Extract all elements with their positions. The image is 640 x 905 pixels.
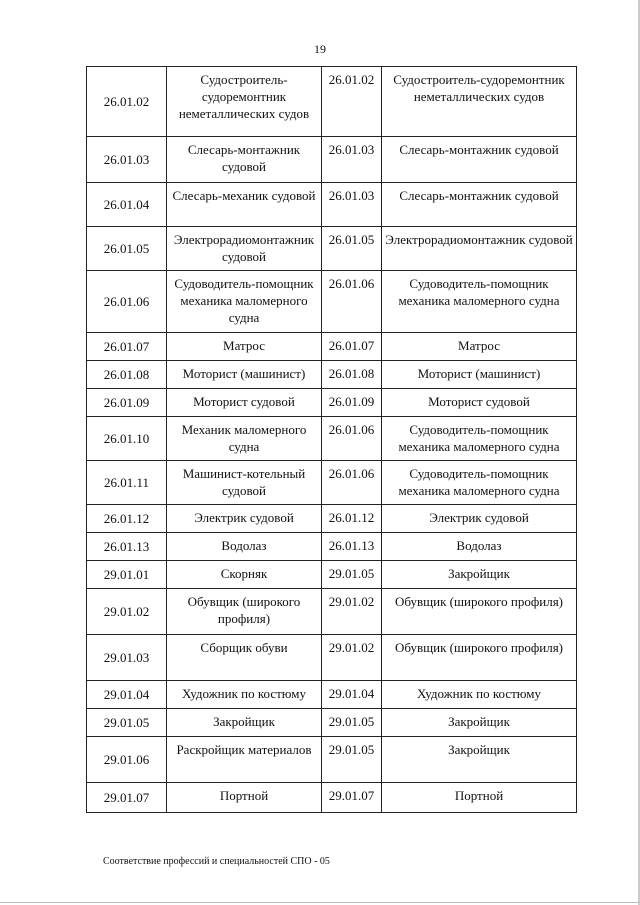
old-name-cell: Сборщик обуви (167, 635, 322, 681)
table-body (87, 67, 577, 813)
new-name-cell: Закройщик (382, 709, 577, 737)
old-name-cell: Слесарь-механик судовой (167, 183, 322, 227)
new-name-cell: Портной (382, 783, 577, 813)
table-row (87, 635, 577, 681)
old-name-cell: Раскройщик материалов (167, 737, 322, 783)
old-code-cell: 26.01.05 (87, 227, 167, 271)
table-row (87, 737, 577, 783)
new-code-cell: 26.01.09 (322, 389, 382, 417)
table-row (87, 709, 577, 737)
new-code-cell: 29.01.02 (322, 589, 382, 635)
new-name-cell: Закройщик (382, 737, 577, 783)
new-name-cell: Судоводитель-помощник механика маломерного судна (382, 461, 577, 505)
old-code-cell: 29.01.07 (87, 783, 167, 813)
new-name-cell: Судостроитель-судоремонтник неметаллических судов (382, 67, 577, 137)
page-number: 19 (314, 42, 326, 56)
old-code-cell: 29.01.06 (87, 737, 167, 783)
old-name-cell: Судостроитель-судоремонтник неметаллических судов (167, 67, 322, 137)
table-row (87, 361, 577, 389)
new-code-cell: 26.01.06 (322, 417, 382, 461)
new-code-cell: 26.01.02 (322, 67, 382, 137)
new-name-cell: Водолаз (382, 533, 577, 561)
old-code-cell: 29.01.01 (87, 561, 167, 589)
old-code-cell: 29.01.03 (87, 635, 167, 681)
new-code-cell: 26.01.06 (322, 461, 382, 505)
old-code-cell: 26.01.02 (87, 67, 167, 137)
table-row (87, 461, 577, 505)
old-code-cell: 26.01.06 (87, 271, 167, 333)
old-name-cell: Закройщик (167, 709, 322, 737)
new-name-cell: Обувщик (широкого профиля) (382, 589, 577, 635)
old-code-cell: 26.01.11 (87, 461, 167, 505)
old-name-cell: Электрик судовой (167, 505, 322, 533)
old-code-cell: 26.01.03 (87, 137, 167, 183)
table-row (87, 227, 577, 271)
old-name-cell: Судоводитель-помощник механика маломерного судна (167, 271, 322, 333)
new-code-cell: 29.01.04 (322, 681, 382, 709)
table-row (87, 417, 577, 461)
old-code-cell: 29.01.05 (87, 709, 167, 737)
new-name-cell: Художник по костюму (382, 681, 577, 709)
page-footer: Соответствие профессий и специальностей СПО - 05 (103, 856, 330, 867)
old-name-cell: Портной (167, 783, 322, 813)
new-name-cell: Электрик судовой (382, 505, 577, 533)
old-name-cell: Матрос (167, 333, 322, 361)
new-code-cell: 26.01.03 (322, 183, 382, 227)
profession-mapping-table (86, 66, 577, 813)
old-name-cell: Моторист судовой (167, 389, 322, 417)
table-row (87, 333, 577, 361)
new-name-cell: Обувщик (широкого профиля) (382, 635, 577, 681)
old-name-cell: Машинист-котельный судовой (167, 461, 322, 505)
new-code-cell: 29.01.05 (322, 709, 382, 737)
new-name-cell: Судоводитель-помощник механика маломерного судна (382, 271, 577, 333)
table-row (87, 681, 577, 709)
new-name-cell: Закройщик (382, 561, 577, 589)
new-code-cell: 26.01.13 (322, 533, 382, 561)
old-name-cell: Скорняк (167, 561, 322, 589)
new-code-cell: 26.01.12 (322, 505, 382, 533)
old-name-cell: Водолаз (167, 533, 322, 561)
table-row (87, 561, 577, 589)
new-code-cell: 29.01.05 (322, 737, 382, 783)
old-code-cell: 29.01.02 (87, 589, 167, 635)
new-code-cell: 26.01.07 (322, 333, 382, 361)
table-row (87, 389, 577, 417)
new-name-cell: Матрос (382, 333, 577, 361)
new-code-cell: 26.01.06 (322, 271, 382, 333)
new-name-cell: Электрорадиомонтажник судовой (382, 227, 577, 271)
old-code-cell: 26.01.10 (87, 417, 167, 461)
new-name-cell: Моторист судовой (382, 389, 577, 417)
new-code-cell: 26.01.05 (322, 227, 382, 271)
new-code-cell: 29.01.02 (322, 635, 382, 681)
new-name-cell: Судоводитель-помощник механика маломерного судна (382, 417, 577, 461)
scan-edge-bottom (0, 902, 640, 903)
new-code-cell: 26.01.03 (322, 137, 382, 183)
old-code-cell: 26.01.09 (87, 389, 167, 417)
table-row (87, 533, 577, 561)
old-name-cell: Слесарь-монтажник судовой (167, 137, 322, 183)
new-code-cell: 29.01.05 (322, 561, 382, 589)
old-name-cell: Моторист (машинист) (167, 361, 322, 389)
old-name-cell: Электрорадиомонтажник судовой (167, 227, 322, 271)
table-row (87, 183, 577, 227)
old-name-cell: Художник по костюму (167, 681, 322, 709)
old-code-cell: 26.01.13 (87, 533, 167, 561)
old-name-cell: Обувщик (широкого профиля) (167, 589, 322, 635)
table-row (87, 505, 577, 533)
table-row (87, 137, 577, 183)
new-code-cell: 26.01.08 (322, 361, 382, 389)
old-code-cell: 26.01.04 (87, 183, 167, 227)
new-code-cell: 29.01.07 (322, 783, 382, 813)
table-row (87, 271, 577, 333)
old-name-cell: Механик маломерного судна (167, 417, 322, 461)
table-row (87, 589, 577, 635)
old-code-cell: 29.01.04 (87, 681, 167, 709)
old-code-cell: 26.01.08 (87, 361, 167, 389)
new-name-cell: Слесарь-монтажник судовой (382, 137, 577, 183)
new-name-cell: Слесарь-монтажник судовой (382, 183, 577, 227)
new-name-cell: Моторист (машинист) (382, 361, 577, 389)
table-row (87, 67, 577, 137)
old-code-cell: 26.01.12 (87, 505, 167, 533)
old-code-cell: 26.01.07 (87, 333, 167, 361)
table-row (87, 783, 577, 813)
